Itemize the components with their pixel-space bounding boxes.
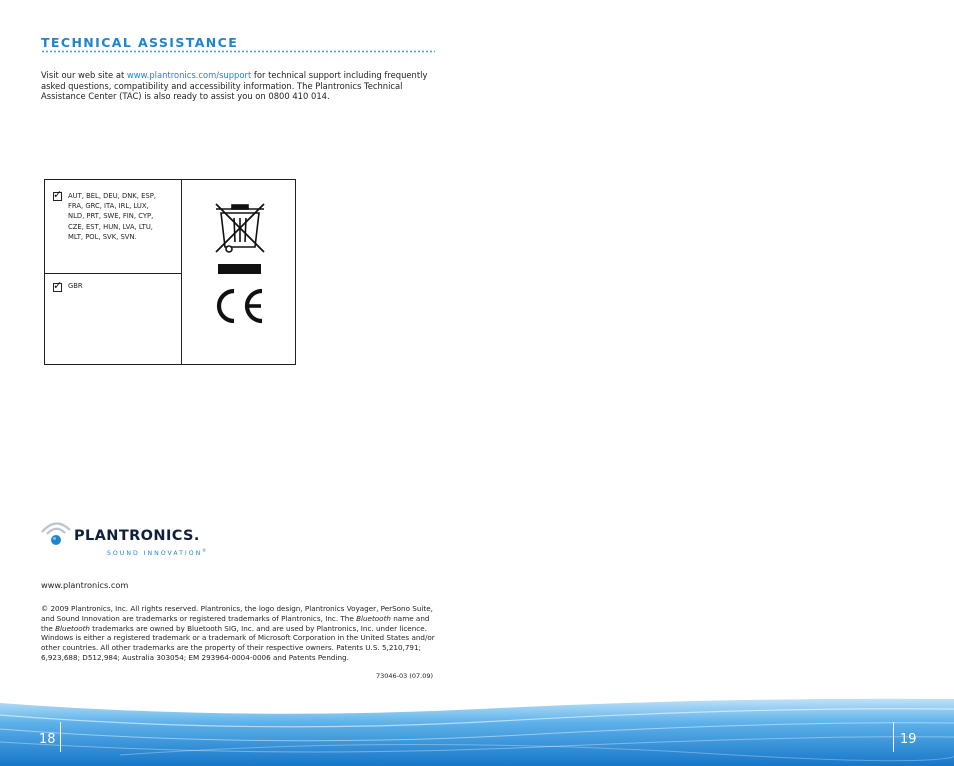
- registered-mark: ®: [202, 548, 209, 553]
- dotted-rule: [41, 50, 435, 53]
- eu-country-list: [68, 191, 178, 242]
- country-line: MLT, POL, SVK, SVN.: [68, 232, 137, 241]
- brand-name: [74, 528, 200, 544]
- box-horizontal-divider: [45, 273, 181, 274]
- intro-text-after: for technical support including frequently asked questions, compatibility and accessibility information. The Plantronics Technical Assistance Center (TAC) is also ready to assist you on 0800 410 014.: [41, 70, 428, 102]
- legal-text: trademarks are owned by Bluetooth SIG, Inc. and are used by Plantronics, Inc. under licence. Windows is either a registered trademark or a trademark of Microsoft Corporation in the United States and/or other countries. All other trademarks are the property of their respective owners. Patents U.S. 5,210,791; 6,923,688; D512,984; Australia 303054; EM 293964-0004-0006 and Patents Pending.: [41, 623, 435, 662]
- page-number-divider-right: [893, 722, 894, 752]
- footer-wave-band: [0, 695, 954, 766]
- ce-mark-icon: [212, 286, 268, 326]
- country-line: CZE, EST, HUN, LVA, LTU,: [68, 222, 153, 231]
- intro-text-before: Visit our web site at: [41, 70, 127, 80]
- section-heading: TECHNICAL ASSISTANCE: [41, 35, 239, 50]
- gbr-label: GBR: [68, 282, 83, 290]
- weee-black-bar: [218, 264, 261, 274]
- plantronics-logo-icon: [40, 518, 76, 552]
- brand-name-dot: .: [193, 528, 200, 544]
- crossed-out-bin-icon: [172, 202, 308, 254]
- country-line: AUT, BEL, DEU, DNK, ESP,: [68, 192, 156, 200]
- support-link[interactable]: www.plantronics.com/support: [126, 70, 252, 80]
- country-line: NLD, PRT, SWE, FIN, CYP,: [68, 212, 154, 221]
- brand-tagline: [107, 548, 208, 557]
- checkmark-icon: ✓: [53, 279, 63, 292]
- page-number-right: 19: [900, 732, 917, 747]
- checkmark-icon: ✓: [53, 188, 63, 201]
- bluetooth-word: Bluetooth: [356, 613, 391, 623]
- country-line: FRA, GRC, ITA, IRL, LUX,: [68, 202, 149, 211]
- legal-text: name and the: [41, 613, 430, 633]
- legal-notice: [41, 604, 441, 663]
- brand-name-text: PLANTRONICS: [74, 528, 194, 544]
- page-number-divider-left: [60, 722, 61, 752]
- checkbox-eu: [53, 188, 63, 201]
- checkbox-gbr: [53, 279, 63, 292]
- part-number: 73046-03 (07.09): [376, 672, 434, 680]
- legal-text: © 2009 Plantronics, Inc. All rights reserved. Plantronics, the logo design, Plantronics Voyager, PerSono Suite, and Sound Innovation are trademarks or registered trademarks of Plantronics, Inc. The: [41, 604, 433, 623]
- website-link[interactable]: www.plantronics.com: [41, 580, 129, 590]
- intro-paragraph: [41, 70, 441, 102]
- brand-tagline-text: SOUND INNOVATION: [107, 550, 203, 558]
- bluetooth-word: Bluetooth: [55, 623, 90, 633]
- page-number-left: 18: [39, 732, 56, 747]
